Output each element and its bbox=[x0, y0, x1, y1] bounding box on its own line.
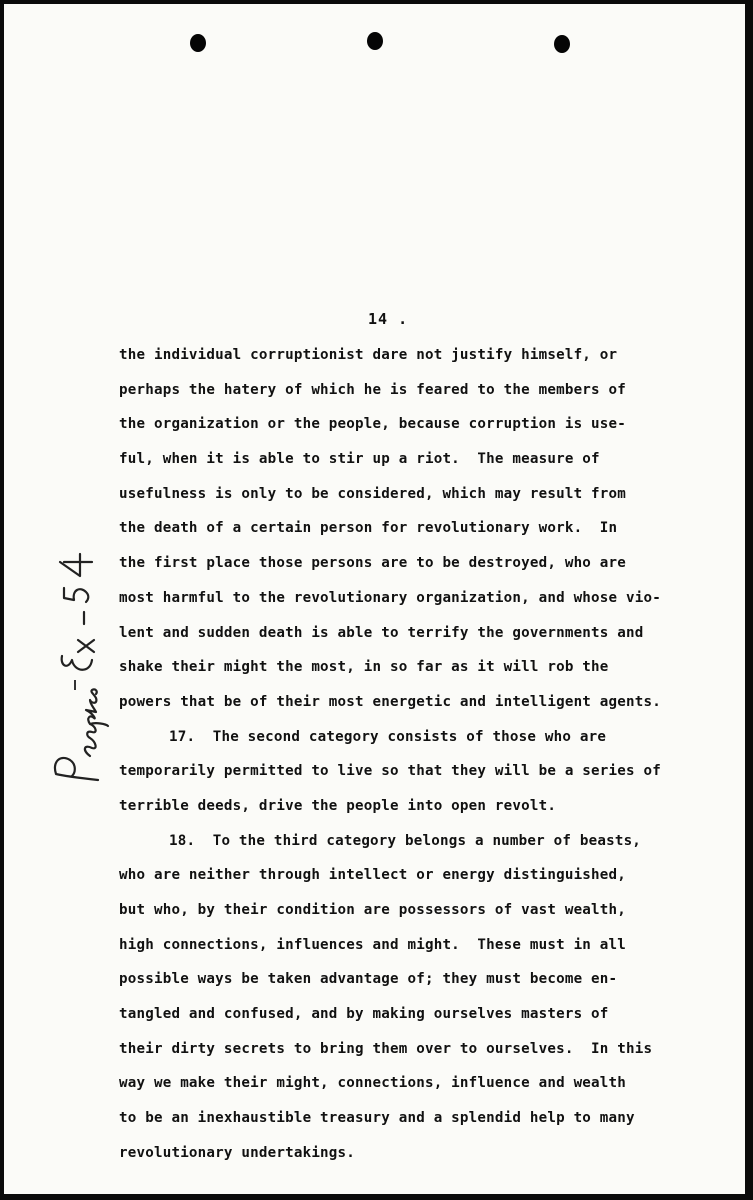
text-line: powers that be of their most energetic and intelligent agents. bbox=[119, 693, 661, 710]
text-line: who are neither through intellect or energy distinguished, bbox=[119, 867, 627, 884]
punch-hole bbox=[190, 34, 206, 52]
text-line: usefulness is only to be considered, which may result from bbox=[119, 485, 627, 502]
text-line: the first place those persons are to be destroyed, who are bbox=[119, 555, 627, 572]
text-line: the individual corruptionist dare not justify himself, or bbox=[119, 347, 618, 363]
text-line: possible ways be taken advantage of; they must become en- bbox=[119, 971, 618, 988]
text-line: high connections, influences and might. These must in all bbox=[119, 936, 627, 953]
text-line: to be an inexhaustible treasury and a splendid help to many bbox=[119, 1110, 635, 1127]
punch-hole bbox=[367, 32, 383, 50]
document-page bbox=[4, 4, 745, 1194]
text-line: shake their might the most, in so far as it will rob the bbox=[119, 659, 609, 676]
text-line: but who, by their condition are possessors of vast wealth, bbox=[119, 902, 627, 918]
text-line: the organization or the people, because corruption is use- bbox=[119, 416, 627, 433]
page-number: 14 . bbox=[368, 310, 409, 328]
text-line: ful, when it is able to stir up a riot. The measure of bbox=[119, 451, 600, 468]
document-body bbox=[119, 338, 719, 1171]
paragraph-18-start: 18. To the third category belongs a number of beasts, bbox=[169, 832, 642, 849]
paragraph-17-start: 17. The second category consists of those who are bbox=[169, 728, 607, 745]
text-line: tangled and confused, and by making ourselves masters of bbox=[119, 1006, 609, 1023]
text-line: the death of a certain person for revolutionary work. In bbox=[119, 520, 618, 537]
exhibit-signature bbox=[50, 539, 110, 784]
text-line: most harmful to the revolutionary organization, and whose vio- bbox=[119, 589, 661, 606]
punch-hole bbox=[554, 35, 570, 53]
handwritten-exhibit-note bbox=[50, 539, 110, 784]
text-line: terrible deeds, drive the people into open revolt. bbox=[119, 797, 557, 814]
text-line: way we make their might, connections, influence and wealth bbox=[119, 1075, 627, 1092]
text-line: temporarily permitted to live so that they will be a series of bbox=[119, 763, 661, 780]
text-line: revolutionary undertakings. bbox=[119, 1144, 356, 1161]
text-line: lent and sudden death is able to terrify the governments and bbox=[119, 624, 644, 641]
text-line: perhaps the hatery of which he is feared to the members of bbox=[119, 381, 627, 398]
text-line: their dirty secrets to bring them over to ourselves. In this bbox=[119, 1040, 653, 1057]
